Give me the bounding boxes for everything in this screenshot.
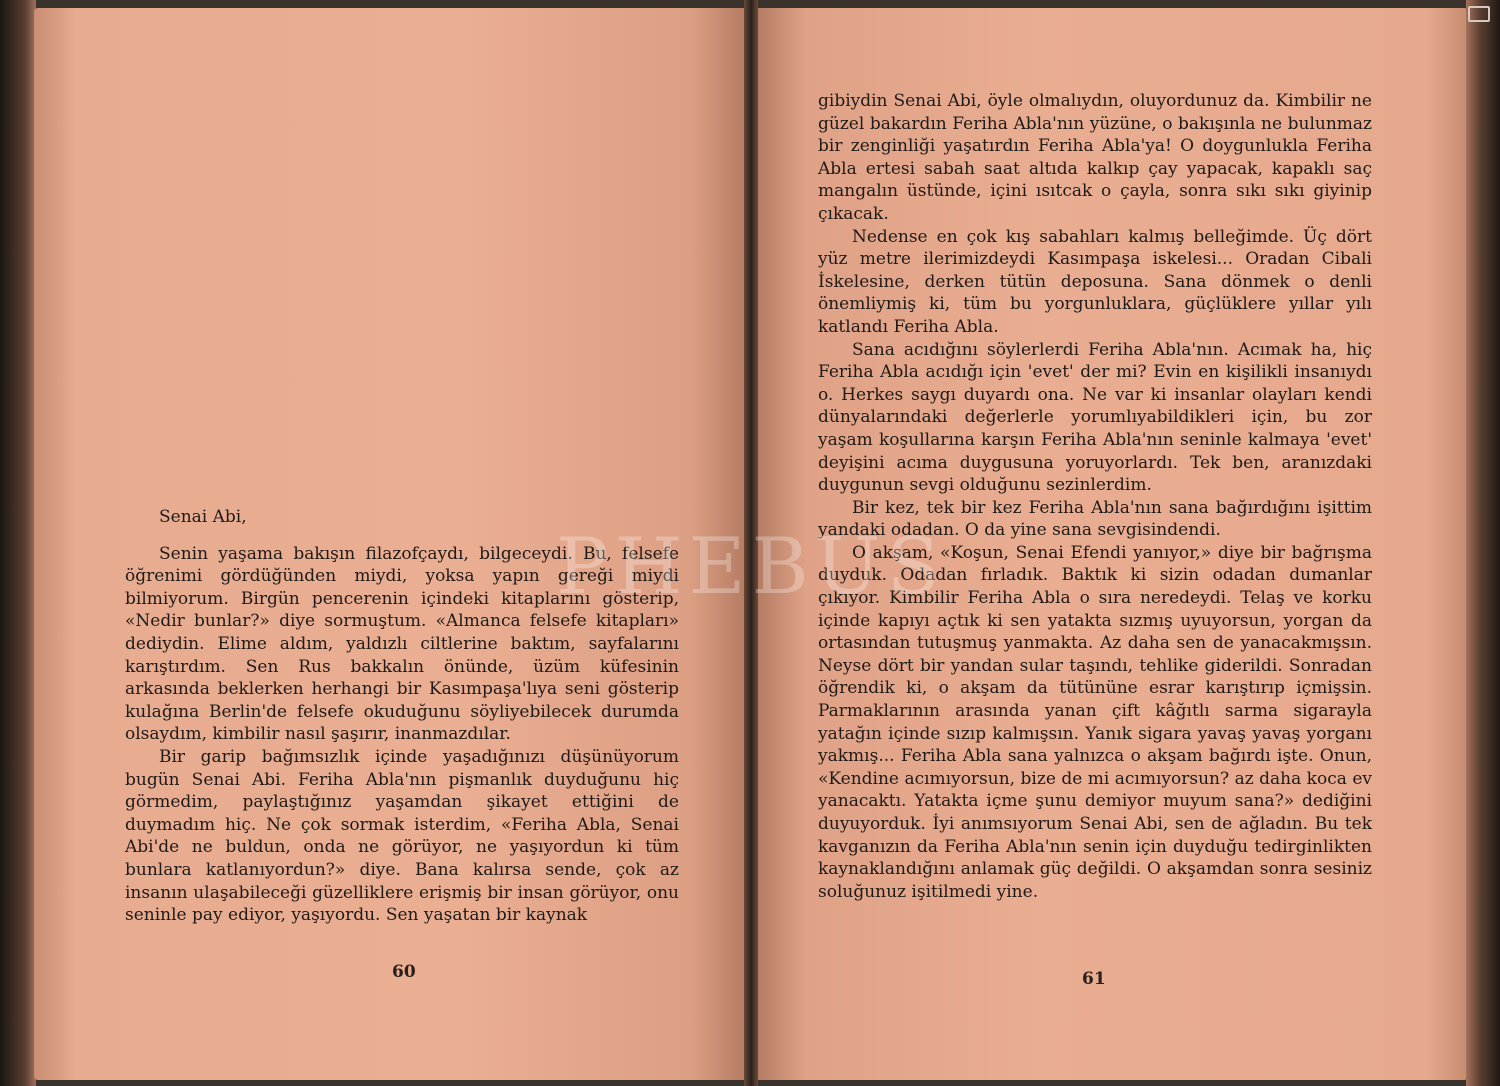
paragraph: Bir kez, tek bir kez Feriha Abla'nın sana bağırdığını işittim yandaki odadan. O da yine sana sevgisindendi. (818, 497, 1372, 541)
paragraph: Nedense en çok kış sabahları kalmış belleğimde. Üç dört yüz metre ilerimizdeydi Kasımpaşa iskelesi... Oradan Cibali İskelesine, derken tütün deposuna. Sana dönmek o denli önemliymiş ki, tüm bu yorgunluklara, güçlüklere yıllar yılı katlandı Feriha Abla. (818, 226, 1372, 337)
page-number-right: 61 (1082, 969, 1106, 989)
paragraph: Sana acıdığını söylerlerdi Feriha Abla'nın. Acımak ha, hiç Feriha Abla acıdığı için 'evet' der mi? Evin en kişilikli insanıydı o. Herkes saygı duyardı ona. Ne var ki insanlar olayları kendi dünyalarındaki değerlerle yorumlıyabildikleri için, bu zor yaşam koşullarına karşın Feriha Abla'nın seninle kalmaya 'evet' deyişini acıma duygusuna yoruyorlardı. Tek ben, aranızdaki duygunun sevgi olduğunu sezinlerdim. (818, 339, 1372, 496)
paragraph: Senin yaşama bakışın filazofçaydı, bilgeceydi. Bu, felsefe öğrenimi gördüğünden miydi, yoksa yapın gereği miydi bilmiyorum. Birgün pencerenin içindeki kitaplarını gösterip, «Nedir bunlar?» diye sormuştum. «Almanca felsefe kitapları» dediydin. Elime aldım, yaldızlı ciltlerine baktım, sayfalarını karıştırdım. Sen Rus bakkalın önünde, üzüm küfesinin arkasında beklerken herhangi bir Kasımpaşa'lıya seni gösterip kulağına Berlin'de felsefe okuduğunu söyliyebilecek durumda olsaydım, kimbilir nasıl şaşırır, inanmazdılar. (125, 543, 679, 745)
corner-tab-icon (1468, 6, 1490, 22)
paragraph: gibiydin Senai Abi, öyle olmalıydın, oluyordunuz da. Kimbilir ne güzel bakardın Feriha Abla'nın yüzüne, o bakışınla ne bulunmaz bir zenginliği yaşatırdın Feriha Abla'ya! O doygunlukla Feriha Abla ertesi sabah saat altıda kalkıp çay yapacak, kapaklı saç mangalın üstünde, içini ısıtcak o çayla, sonra sıkı sıkı giyinip çıkacak. (818, 91, 1372, 224)
page-number-left: 60 (392, 962, 416, 982)
watermark: PHEBUS (556, 522, 946, 612)
paragraph: O akşam, «Koşun, Senai Efendi yanıyor,» diye bir bağrışma duyduk. Odadan fırladık. Baktık ki sizin odadan dumanlar çıkıyor. Kimbilir Feriha Abla o sıra neredeydi. Telaş ve korku içinde kapıyı açtık ki sen yatakta sızmış uyuyorsun, yorgan da ortasından tutuşmuş yanmakta. Az daha sen de yanacakmışsın. Neyse dört bir yandan sular taşındı, tehlike giderildi. Sonradan öğrendik ki, o akşam da tütününe esrar karıştırıp içmişsin. Parmaklarının arasında yanan çift kâğıtlı sarma sigarayla yatağın içinde sızıp kalmışsın. Yanık sigara yavaş yavaş yorganı yakmış... Feriha Abla sana yalnızca o akşam bağırdı işte. Onun, «Kendine acımıyorsun, bize de mi acımıyorsun? az daha koca ev yanacaktı. Yatakta içme şunu demiyor muyum sana?» dediğini duyuyorduk. İyi anımsıyorum Senai Abi, sen de ağladın. Bu tek kavganızın da Feriha Abla'nın senin için duyduğu tedirginlikten kaynaklandığını anlamak güç değildi. O akşamdan sonra sesiniz soluğunuz işitilmedi yine. (818, 542, 1372, 902)
paragraph: Bir garip bağımsızlık içinde yaşadığınızı düşünüyorum bugün Senai Abi. Feriha Abla'nın pişmanlık duyduğunu hiç görmedim, paylaştığınız yaşamdan şikayet ettiğini de duymadım hiç. Ne çok sormak isterdim, «Feriha Abla, Senai Abi'de ne buldun, onda ne görüyor, ne yaşıyordun ki tüm bunlara katlanıyordun?» diye. Bana kalırsa sende, çok az insanın ulaşabileceği güzelliklere erişmiş bir insan görüyor, onu seninle pay ediyor, yaşıyordu. Sen yaşatan bir kaynak (125, 746, 679, 926)
salutation: Senai Abi, (159, 507, 247, 527)
book-edge-right (1466, 0, 1500, 1086)
book-edge-left (0, 0, 36, 1086)
right-page-text (818, 90, 1372, 903)
